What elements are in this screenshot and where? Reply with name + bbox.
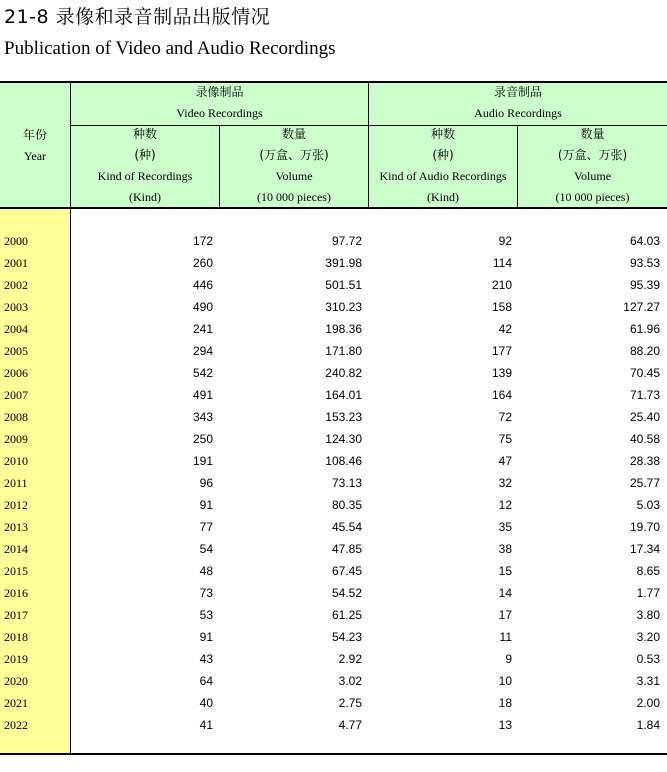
- video-volume-cell: 73.13: [331, 476, 362, 490]
- year-header-cn: 年份: [22, 128, 47, 142]
- audio-volume-cell: 70.45: [629, 366, 660, 380]
- video-volume-cell: 108.46: [325, 454, 362, 468]
- video-kind-cell: 260: [192, 256, 213, 270]
- audio-volume-cell: 95.39: [629, 278, 660, 292]
- video-kind-cn: 种数: [132, 127, 157, 141]
- table-row: [0, 296, 667, 318]
- audio-kind-cell: 11: [499, 630, 512, 644]
- video-volume-cell: 171.80: [325, 344, 362, 358]
- table-row: [0, 230, 667, 252]
- video-kind-cell: 191: [192, 454, 213, 468]
- table-row: [0, 472, 667, 494]
- year-header-en: Year: [23, 149, 47, 163]
- audio-volume-cell: 3.80: [636, 608, 660, 622]
- video-volume-header: [220, 124, 368, 208]
- table-row: [0, 274, 667, 296]
- audio-volume-cell: 64.03: [629, 234, 660, 248]
- table-row: [0, 670, 667, 692]
- video-kind-cell: 41: [199, 718, 213, 732]
- year-cell: 2013: [4, 520, 28, 534]
- video-volume-unit: (万盒、万张): [259, 148, 329, 162]
- table-row: [0, 714, 667, 736]
- recordings-table: [0, 81, 667, 755]
- audio-kind-cell: 17: [498, 608, 512, 622]
- audio-kind-header: [369, 124, 517, 208]
- year-cell: 2019: [4, 652, 28, 666]
- table-row: [0, 516, 667, 538]
- audio-kind-cell: 164: [491, 388, 512, 402]
- table-row: [0, 362, 667, 384]
- table-row: [0, 406, 667, 428]
- audio-kind-cell: 9: [505, 652, 512, 666]
- video-kind-header: [71, 124, 219, 208]
- audio-kind-cell: 72: [498, 410, 512, 424]
- audio-kind-en: Kind of Audio Recordings: [379, 169, 507, 183]
- audio-volume-cell: 0.53: [636, 652, 660, 666]
- audio-volume-cell: 3.20: [636, 630, 660, 644]
- audio-kind-cn: 种数: [430, 127, 455, 141]
- table-row: [0, 692, 667, 714]
- table-title-english: Publication of Video and Audio Recordings: [4, 38, 336, 59]
- audio-kind-cell: 177: [491, 344, 512, 358]
- video-kind-cell: 343: [192, 410, 213, 424]
- audio-volume-cell: 19.70: [629, 520, 660, 534]
- video-volume-cell: 3.02: [338, 674, 362, 688]
- year-cell: 2006: [4, 366, 28, 380]
- video-volume-cell: 67.45: [331, 564, 362, 578]
- audio-kind-cell: 114: [492, 256, 512, 270]
- year-cell: 2022: [4, 718, 28, 732]
- video-volume-cell: 164.01: [325, 388, 362, 402]
- table-row: [0, 538, 667, 560]
- year-cell: 2011: [4, 476, 28, 490]
- audio-kind-cell: 12: [498, 498, 512, 512]
- video-volume-cell: 2.75: [338, 696, 362, 710]
- audio-volume-cell: 28.38: [629, 454, 660, 468]
- table-row: [0, 604, 667, 626]
- video-volume-cell: 153.23: [325, 410, 362, 424]
- video-kind-cell: 250: [192, 432, 213, 446]
- video-kind-cell: 40: [199, 696, 213, 710]
- video-volume-cell: 2.92: [338, 652, 362, 666]
- audio-kind-cell: 92: [498, 234, 512, 248]
- audio-volume-unit: (万盒、万张): [557, 148, 628, 162]
- video-kind-cell: 54: [199, 542, 213, 556]
- video-kind-cell: 446: [192, 278, 213, 292]
- video-kind-unit: (种): [134, 148, 156, 162]
- audio-volume-cell: 127.27: [623, 300, 660, 314]
- video-kind-unit-en: (Kind): [129, 190, 161, 204]
- audio-volume-cell: 25.77: [629, 476, 660, 490]
- audio-kind-cell: 32: [498, 476, 512, 490]
- video-kind-cell: 64: [199, 674, 213, 688]
- table-row: [0, 340, 667, 362]
- video-volume-cell: 54.52: [331, 586, 362, 600]
- table-row: [0, 384, 667, 406]
- year-cell: 2012: [4, 498, 28, 512]
- video-volume-cell: 240.82: [325, 366, 362, 380]
- audio-volume-cell: 5.03: [636, 498, 660, 512]
- video-volume-cell: 80.35: [331, 498, 362, 512]
- audio-kind-cell: 47: [498, 454, 512, 468]
- audio-kind-cell: 75: [498, 432, 512, 446]
- audio-volume-unit-en: (10 000 pieces): [555, 190, 630, 204]
- video-group-cn: 录像制品: [195, 85, 244, 99]
- video-kind-cell: 542: [192, 366, 213, 380]
- year-cell: 2017: [4, 608, 28, 622]
- video-kind-cell: 490: [192, 300, 213, 314]
- audio-volume-cell: 25.40: [629, 410, 660, 424]
- year-cell: 2014: [4, 542, 28, 556]
- audio-group-header: [369, 82, 667, 124]
- audio-kind-cell: 139: [491, 366, 512, 380]
- table-title-chinese: 21-8 录像和录音制品出版情况: [4, 6, 271, 28]
- video-volume-cell: 198.36: [325, 322, 362, 336]
- audio-kind-cell: 158: [491, 300, 512, 314]
- year-cell: 2020: [4, 674, 28, 688]
- audio-group-cn: 录音制品: [493, 85, 542, 99]
- table-row: [0, 428, 667, 450]
- video-volume-cell: 45.54: [331, 520, 362, 534]
- audio-volume-cell: 1.84: [636, 718, 660, 732]
- video-kind-cell: 91: [199, 498, 213, 512]
- video-volume-cell: 61.25: [331, 608, 362, 622]
- audio-volume-cell: 17.34: [629, 542, 660, 556]
- year-cell: 2015: [4, 564, 28, 578]
- video-kind-cell: 491: [192, 388, 213, 402]
- video-volume-en: Volume: [275, 169, 313, 183]
- year-cell: 2008: [4, 410, 28, 424]
- audio-kind-cell: 18: [498, 696, 512, 710]
- audio-volume-cell: 2.00: [636, 696, 660, 710]
- video-kind-cell: 91: [199, 630, 213, 644]
- audio-kind-cell: 13: [498, 718, 512, 732]
- audio-volume-cell: 71.73: [629, 388, 660, 402]
- audio-group-en: Audio Recordings: [474, 106, 562, 120]
- video-volume-cell: 97.72: [331, 234, 362, 248]
- year-cell: 2007: [4, 388, 28, 402]
- audio-volume-cell: 3.31: [636, 674, 660, 688]
- year-cell: 2016: [4, 586, 28, 600]
- table-bottom-rule: [0, 753, 667, 755]
- audio-volume-cell: 93.53: [629, 256, 660, 270]
- year-cell: 2009: [4, 432, 28, 446]
- video-volume-cell: 54.23: [331, 630, 362, 644]
- audio-kind-cell: 14: [498, 586, 512, 600]
- year-cell: 2005: [4, 344, 28, 358]
- table-row: [0, 560, 667, 582]
- year-cell: 2001: [4, 256, 28, 270]
- video-volume-cell: 310.23: [325, 300, 362, 314]
- audio-kind-cell: 10: [498, 674, 512, 688]
- table-row: [0, 450, 667, 472]
- year-cell: 2004: [4, 322, 28, 336]
- table-row: [0, 252, 667, 274]
- audio-kind-cell: 210: [491, 278, 512, 292]
- video-kind-en: Kind of Recordings: [97, 169, 193, 183]
- video-kind-cell: 294: [192, 344, 213, 358]
- year-cell: 2000: [4, 234, 28, 248]
- video-kind-cell: 48: [199, 564, 213, 578]
- audio-volume-cell: 8.65: [636, 564, 660, 578]
- audio-kind-cell: 15: [498, 564, 512, 578]
- video-kind-cell: 77: [199, 520, 213, 534]
- video-volume-cn: 数量: [281, 127, 306, 141]
- year-cell: 2021: [4, 696, 28, 710]
- audio-volume-cell: 88.20: [629, 344, 660, 358]
- video-volume-cell: 47.85: [331, 542, 362, 556]
- video-volume-cell: 4.77: [338, 718, 362, 732]
- audio-kind-cell: 35: [498, 520, 512, 534]
- video-volume-cell: 501.51: [325, 278, 362, 292]
- table-row: [0, 582, 667, 604]
- audio-volume-cell: 61.96: [629, 322, 660, 336]
- audio-volume-header: [518, 124, 667, 208]
- table-row: [0, 648, 667, 670]
- video-volume-cell: 391.98: [325, 256, 362, 270]
- video-kind-cell: 43: [199, 652, 213, 666]
- video-volume-unit-en: (10 000 pieces): [257, 190, 331, 204]
- year-cell: 2002: [4, 278, 28, 292]
- year-header: [0, 125, 70, 167]
- year-cell: 2003: [4, 300, 28, 314]
- year-cell: 2010: [4, 454, 28, 468]
- audio-kind-unit: (种): [432, 148, 454, 162]
- video-kind-cell: 73: [199, 586, 213, 600]
- table-row: [0, 318, 667, 340]
- video-kind-cell: 96: [199, 476, 213, 490]
- audio-kind-cell: 38: [498, 542, 512, 556]
- audio-volume-cell: 1.77: [636, 586, 660, 600]
- audio-volume-cn: 数量: [580, 127, 605, 141]
- table-row: [0, 626, 667, 648]
- year-cell: 2018: [4, 630, 28, 644]
- video-volume-cell: 124.30: [325, 432, 362, 446]
- video-group-header: [71, 82, 368, 124]
- video-group-en: Video Recordings: [176, 106, 263, 120]
- table-row: [0, 494, 667, 516]
- audio-kind-unit-en: (Kind): [427, 190, 459, 204]
- video-kind-cell: 53: [199, 608, 213, 622]
- audio-kind-cell: 42: [498, 322, 512, 336]
- video-kind-cell: 241: [192, 322, 213, 336]
- video-kind-cell: 172: [192, 234, 213, 248]
- audio-volume-en: Volume: [573, 169, 612, 183]
- audio-volume-cell: 40.58: [629, 432, 660, 446]
